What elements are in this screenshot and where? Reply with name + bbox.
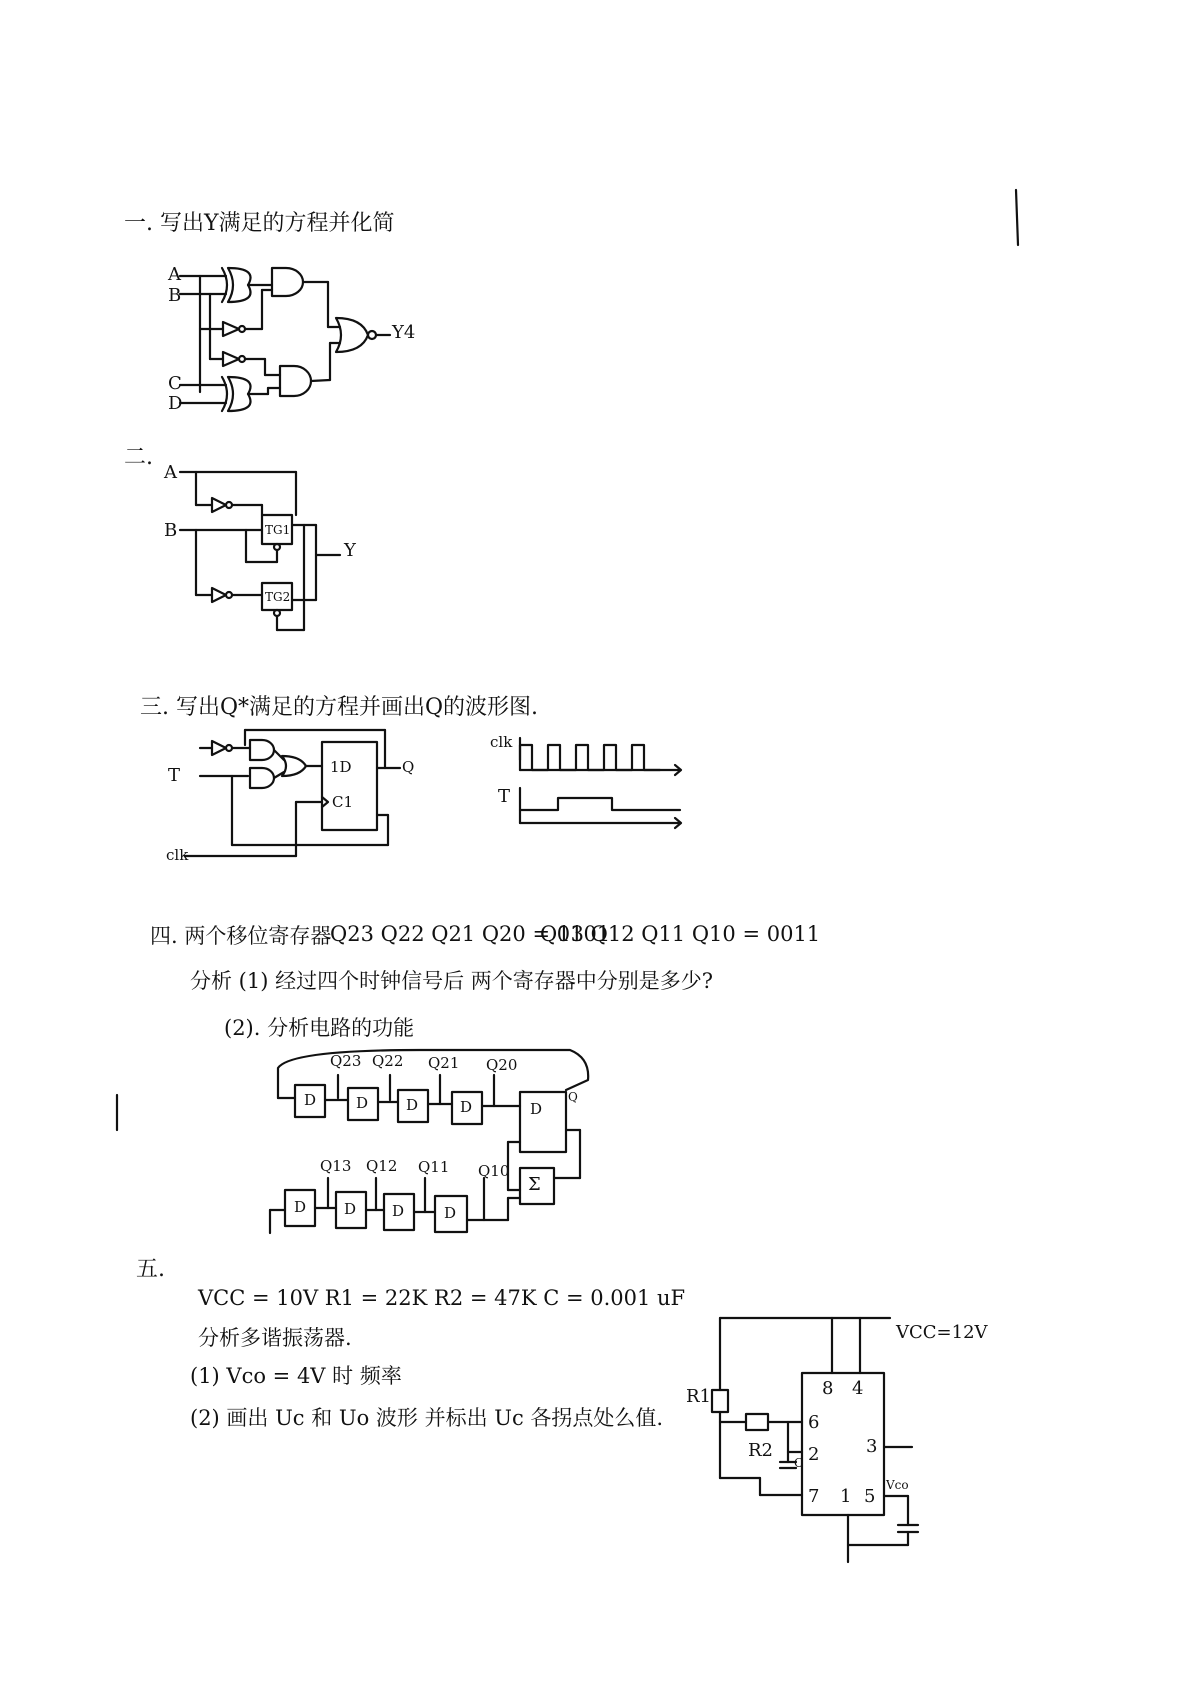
q2-label-b: B — [164, 520, 178, 541]
q4-top-label-2: Q22 — [372, 1052, 404, 1070]
q3-label-clk: clk — [166, 846, 189, 864]
q3-and-1 — [250, 740, 274, 760]
q3-wave-clk-label: clk — [490, 733, 513, 751]
q4-circuit — [270, 1050, 588, 1233]
sum-label: Σ — [528, 1174, 541, 1195]
and-gate-1 — [272, 268, 303, 296]
pin-2: 2 — [808, 1444, 820, 1465]
q5-r1-label: R1 — [686, 1386, 712, 1407]
margin-mark-right — [1016, 190, 1018, 245]
nor-gate — [336, 318, 368, 352]
and-gate-2 — [280, 366, 311, 396]
inverter-2 — [223, 352, 239, 366]
q4-reg-a: Q23 Q22 Q21 Q20 = 0101 — [330, 922, 611, 946]
q2-inverter-1 — [212, 498, 226, 512]
tg2-label: TG2 — [265, 590, 291, 604]
pin-6: 6 — [808, 1412, 820, 1433]
top-ff-5 — [520, 1092, 566, 1152]
q4-top-label-3: Q21 — [428, 1054, 460, 1072]
t-waveform — [520, 798, 680, 810]
q2-circuit — [180, 472, 340, 630]
q3-output-q: Q — [402, 758, 415, 776]
r2-resistor — [746, 1414, 768, 1430]
top-ff-2-label: D — [356, 1094, 369, 1112]
q3-wave-t-label: T — [498, 786, 511, 807]
pin-4: 4 — [852, 1378, 864, 1399]
r1-resistor — [712, 1390, 728, 1412]
q3-d-flipflop — [322, 742, 377, 830]
q4-bottom-label-2: Q12 — [366, 1157, 398, 1175]
q5-params: VCC = 10V R1 = 22K R2 = 47K C = 0.001 uF — [198, 1286, 686, 1310]
q5-circuit — [712, 1318, 918, 1562]
q3-and-2 — [250, 768, 274, 788]
q1-output-y4: Y4 — [392, 322, 416, 343]
q3-inverter — [212, 741, 226, 755]
top-ff-5-label: D — [530, 1100, 543, 1118]
q1-label-b: B — [168, 285, 182, 306]
q3-circuit — [185, 730, 681, 856]
q5-c-label: C — [794, 1456, 804, 1470]
pin-8: 8 — [822, 1378, 834, 1399]
q4-out-label: Q — [568, 1090, 578, 1104]
q3-label-t: T — [168, 765, 181, 786]
q3-title: 三. 写出Q*满足的方程并画出Q的波形图. — [140, 695, 539, 720]
q3-ff-c: C1 — [332, 793, 354, 811]
q4-line3: (2). 分析电路的功能 — [224, 1016, 415, 1040]
bottom-ff-4-label: D — [444, 1204, 457, 1222]
q1-label-a: A — [168, 264, 181, 285]
clk-waveform — [520, 745, 660, 770]
pin-1: 1 — [840, 1486, 852, 1507]
q4-top-label-4: Q20 — [486, 1056, 518, 1074]
q5-line1: 分析多谐振荡器. — [198, 1326, 352, 1350]
q5-line3: (2) 画出 Uc 和 Uo 波形 并标出 Uc 各拐点处么值. — [190, 1406, 664, 1430]
top-ff-4-label: D — [460, 1098, 473, 1116]
q5-number: 五. — [136, 1257, 165, 1282]
q4-line1: 四. 两个移位寄存器 — [150, 924, 332, 948]
q3-or — [282, 756, 306, 776]
q5-line2: (1) Vco = 4V 时 频率 — [190, 1364, 402, 1388]
top-ff-1-label: D — [304, 1091, 317, 1109]
q1-label-d: D — [168, 393, 183, 414]
bottom-ff-2-label: D — [344, 1200, 357, 1218]
q4-line2: 分析 (1) 经过四个时钟信号后 两个寄存器中分别是多少? — [190, 969, 714, 993]
q1-label-c: C — [168, 373, 182, 394]
pin-7: 7 — [808, 1486, 820, 1507]
q4-reg-b: Q13 Q12 Q11 Q10 = 0011 — [540, 922, 821, 946]
q5-vcc-label: VCC=12V — [896, 1322, 988, 1343]
inverter-1 — [223, 322, 239, 336]
q2-label-a: A — [164, 462, 177, 483]
q4-bottom-label-1: Q13 — [320, 1157, 352, 1175]
q5-r2-label: R2 — [748, 1440, 774, 1461]
xor-gate-2 — [222, 377, 227, 411]
pin-3: 3 — [866, 1436, 878, 1457]
pin-5: 5 — [864, 1486, 876, 1507]
top-ff-3-label: D — [406, 1096, 419, 1114]
q1-circuit — [180, 268, 390, 411]
q1-title: 一. 写出Y满足的方程并化简 — [124, 211, 395, 236]
bottom-ff-1-label: D — [294, 1198, 307, 1216]
q2-output-y: Y — [344, 540, 356, 561]
q4-bottom-label-4: Q10 — [478, 1162, 510, 1180]
q3-ff-d: 1D — [330, 758, 352, 776]
q2-inverter-2 — [212, 588, 226, 602]
q2-number: 二. — [124, 445, 153, 470]
bottom-ff-3-label: D — [392, 1202, 405, 1220]
tg1-label: TG1 — [265, 523, 291, 537]
q4-top-label-1: Q23 — [330, 1052, 362, 1070]
xor-gate-1 — [222, 268, 227, 302]
q4-bottom-label-3: Q11 — [418, 1158, 450, 1176]
q5-vco-label: Vco — [886, 1478, 909, 1492]
